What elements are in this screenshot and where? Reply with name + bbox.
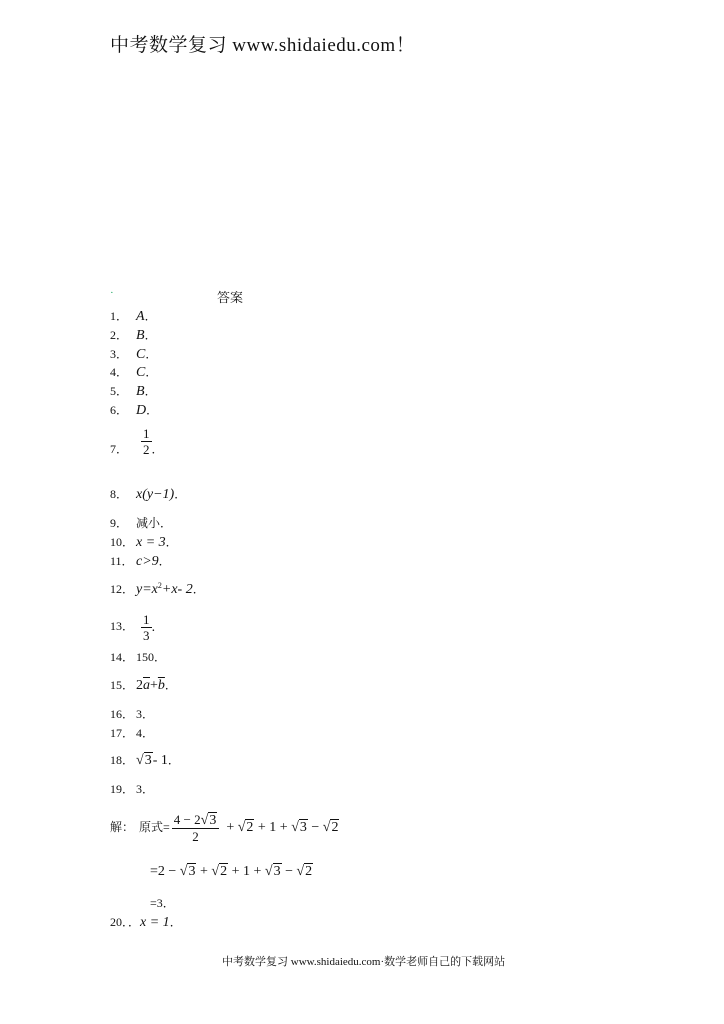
answer-9: 9． 减小． <box>110 516 173 530</box>
answer-1: 1． A． <box>110 309 157 324</box>
solution-line-3: =3． <box>150 896 175 910</box>
solution-line-2: =2 − √3 + √2 + 1 + √3 − √2 <box>150 864 313 879</box>
answer-17: 17． 4． <box>110 726 155 740</box>
answer-14: 14． 150． <box>110 650 167 664</box>
answer-19: 19． 3． <box>110 782 155 796</box>
answer-7: 7． $\frac{1}{2}$ ． <box>110 425 164 457</box>
answer-15: 15． $2\overline{a}+\overline{b}$． <box>110 678 177 693</box>
page-header: 中考数学复习 www.shidaiedu.com！ <box>110 35 416 56</box>
answer-3: 3． C． <box>110 347 158 362</box>
answer-12: 12． $y=x^2+x-$ 2． <box>110 581 205 597</box>
answers-title: 答案 <box>217 290 244 305</box>
answer-5: 5． B． <box>110 384 157 399</box>
paragraph-marker: · <box>110 287 114 299</box>
answer-20: 20．．x = 1． <box>110 915 182 930</box>
page-footer: 中考数学复习 www.shidaiedu.com·数学老师自己的下载网站 <box>222 956 506 968</box>
answer-4: 4． C． <box>110 365 158 380</box>
answer-11: 11． c>9． <box>110 554 171 569</box>
answer-13: 13． $\frac{1}{3}$ ． <box>110 612 164 643</box>
answer-8: 8． x(y−1)． <box>110 487 187 502</box>
answer-18: 18． √3- 1． <box>110 753 180 768</box>
solution-line-1: 解： 原式= $\frac{4 - 2√3}{2}$ + √2 + 1 + √3 − √2 <box>110 812 339 844</box>
answer-10: 10． x = 3． <box>110 535 178 550</box>
answer-16: 16． 3． <box>110 707 155 721</box>
answer-2: 2． B． <box>110 328 157 343</box>
answer-6: 6． D． <box>110 403 159 418</box>
